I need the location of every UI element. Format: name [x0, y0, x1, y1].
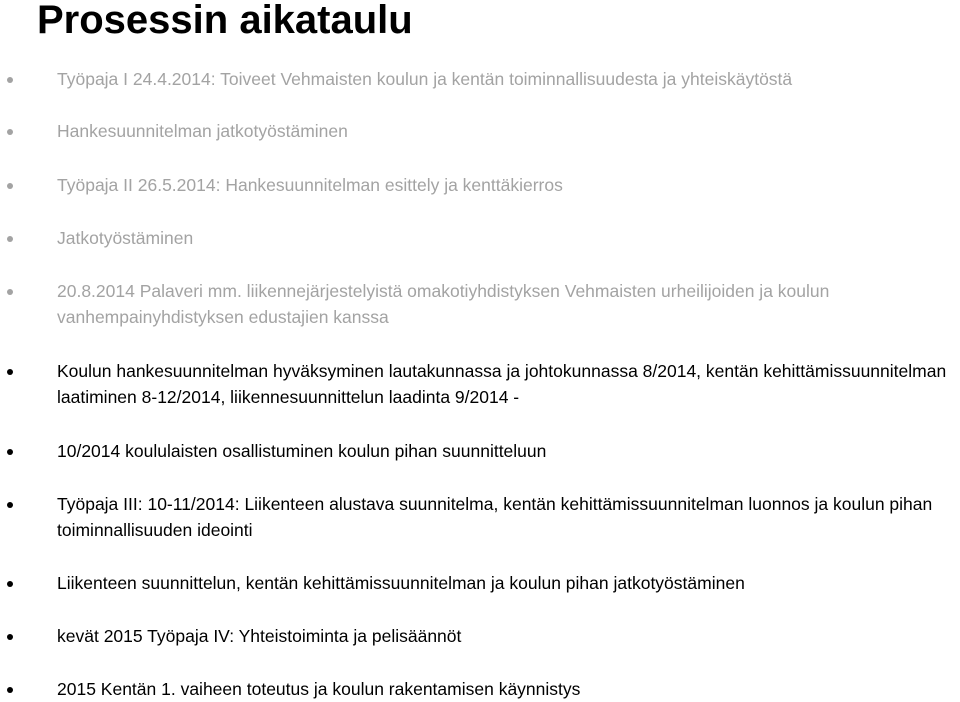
schedule-item-text: Työpaja II 26.5.2014: Hankesuunnitelman esittely ja kenttäkierros: [57, 175, 563, 195]
bullet-icon: [7, 129, 13, 135]
bullet-icon: [7, 183, 13, 189]
schedule-item-text: kevät 2015 Työpaja IV: Yhteistoiminta ja pelisäännöt: [57, 626, 462, 646]
schedule-item-6: [57, 358, 960, 410]
schedule-item-text: Jatkotyöstäminen: [57, 228, 194, 248]
schedule-item-4: [57, 225, 960, 251]
bullet-icon: [7, 449, 13, 455]
schedule-item-text: Työpaja III: 10-11/2014: Liikenteen alustava suunnitelma, kentän kehittämissuunnitelman luonnos ja koulun pihan toiminnallisuuden ideointi: [57, 494, 933, 540]
schedule-item-10: [57, 623, 960, 649]
schedule-item-text: Koulun hankesuunnitelman hyväksyminen lautakunnassa ja johtokunnassa 8/2014, kentän kehittämissuunnitelman laatiminen 8-12/2014, liikennesuunnittelun laadinta 9/2014 -: [57, 361, 947, 407]
schedule-item-text: 2015 Kentän 1. vaiheen toteutus ja koulun rakentamisen käynnistys: [57, 679, 581, 699]
schedule-item-5: [57, 278, 960, 330]
schedule-item-7: [57, 438, 960, 464]
bullet-icon: [7, 502, 13, 508]
schedule-item-text: 20.8.2014 Palaveri mm. liikennejärjestelyistä omakotiyhdistyksen Vehmaisten urheilijoiden ja koulun vanhempainyhdistyksen edustajien kanssa: [57, 281, 830, 327]
schedule-item-text: Liikenteen suunnittelun, kentän kehittämissuunnitelman ja koulun pihan jatkotyöstäminen: [57, 573, 745, 593]
schedule-item-text: 10/2014 koululaisten osallistuminen koulun pihan suunnitteluun: [57, 441, 547, 461]
schedule-item-2: [57, 118, 960, 144]
schedule-item-1: [57, 66, 960, 92]
schedule-item-3: [57, 172, 960, 198]
slide-title: Prosessin aikataulu: [37, 0, 413, 42]
schedule-item-9: [57, 570, 960, 596]
bullet-icon: [7, 77, 13, 83]
schedule-item-text: Työpaja I 24.4.2014: Toiveet Vehmaisten koulun ja kentän toiminnallisuudesta ja yhteiskäytöstä: [57, 69, 793, 89]
bullet-icon: [7, 236, 13, 242]
schedule-item-8: [57, 491, 960, 543]
bullet-icon: [7, 369, 13, 375]
bullet-icon: [7, 581, 13, 587]
schedule-item-11: [57, 676, 960, 702]
bullet-icon: [7, 687, 13, 693]
bullet-icon: [7, 289, 13, 295]
bullet-icon: [7, 634, 13, 640]
schedule-item-text: Hankesuunnitelman jatkotyöstäminen: [57, 121, 348, 141]
